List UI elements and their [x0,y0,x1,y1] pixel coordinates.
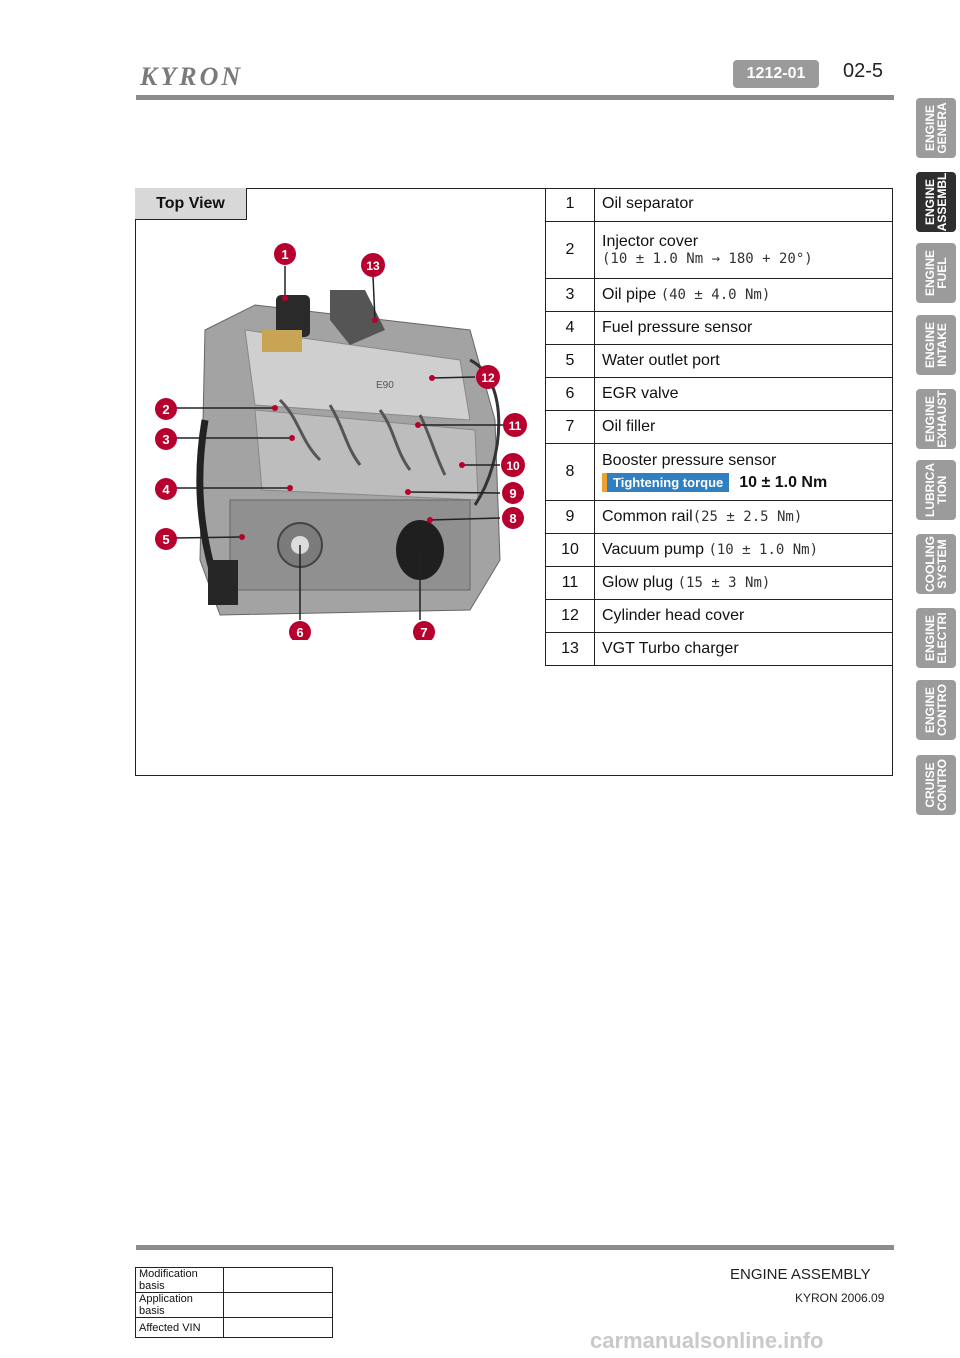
tab-engine-assembly[interactable]: ENGINE ASSEMBL [916,172,956,232]
engine-marking: E90 [376,380,394,391]
mod-value [224,1268,333,1293]
footer-divider [136,1245,894,1250]
callout-badge [155,398,177,420]
table-row [546,278,894,311]
header-divider [136,95,894,100]
part-name: Cylinder head cover [595,599,894,632]
part-number: 3 [546,278,595,311]
part-number: 8 [546,443,595,500]
modification-table [135,1267,333,1338]
svg-text:4: 4 [162,482,170,497]
part-number: 9 [546,500,595,533]
part-number: 1 [546,188,595,221]
callout-badge [155,428,177,450]
part-name: Fuel pressure sensor [595,311,894,344]
torque-spec: (40 ± 4.0 Nm) [660,286,771,303]
part-name: Oil filler [595,410,894,443]
tab-cooling-system[interactable]: COOLING SYSTEM [916,534,956,594]
callout-badge [289,621,311,640]
svg-text:9: 9 [509,486,517,501]
tab-cruise-control[interactable]: CRUISE CONTRO [916,755,956,815]
page-number: 02-5 [843,60,884,82]
brand-logo: KYRON [140,62,244,91]
part-number: 11 [546,566,595,599]
parts-table [545,188,893,666]
mod-value [224,1293,333,1318]
section-code-badge: 1212-01 [733,60,819,88]
part-number: 12 [546,599,595,632]
part-name: Glow plug [602,573,674,591]
part-name: VGT Turbo charger [595,632,894,665]
svg-text:2: 2 [162,402,170,417]
callout-badge [501,453,525,477]
table-row [546,311,894,344]
svg-text:6: 6 [296,625,304,640]
mod-label: Application basis [136,1293,224,1318]
engine-top-view-figure [150,240,540,640]
part-name: Water outlet port [595,344,894,377]
part-name: Booster pressure sensor [602,451,777,469]
part-name: Oil pipe [602,285,657,303]
part-name: Injector cover [602,232,699,250]
callout-badge [502,507,524,529]
torque-spec: (10 ± 1.0 Nm → 180 + 20°) [602,250,813,267]
callout-badge [155,528,177,550]
callout-badge [361,253,385,277]
part-number: 5 [546,344,595,377]
tab-engine-exhaust[interactable]: ENGINE EXHAUST [916,389,956,449]
table-row [546,344,894,377]
table-row [546,443,894,500]
footer-model-date: KYRON 2006.09 [795,1291,885,1305]
tightening-torque-badge: Tightening torque [602,473,729,492]
callout-badge [274,243,296,265]
mod-label: Affected VIN [136,1318,224,1338]
table-row [546,221,894,278]
watermark: carmanualsonline.info [590,1328,824,1353]
svg-text:11: 11 [508,419,522,433]
torque-spec: (25 ± 2.5 Nm) [692,508,803,525]
tab-engine-electrical[interactable]: ENGINE ELECTRI [916,608,956,668]
tab-lubrication[interactable]: LUBRICA TION [916,460,956,520]
table-row [546,533,894,566]
part-number: 2 [546,221,595,278]
table-row [136,1293,333,1318]
callout-badge [503,413,527,437]
table-row [136,1318,333,1338]
svg-text:3: 3 [162,432,170,447]
tab-engine-general[interactable]: ENGINE GENERA [916,98,956,158]
callout-badge [413,621,435,640]
callout-badge [502,482,524,504]
mod-label: Modification basis [136,1268,224,1293]
table-row [546,566,894,599]
torque-value: 10 ± 1.0 Nm [739,473,828,491]
part-number: 6 [546,377,595,410]
part-name: Oil separator [595,188,894,221]
table-row [546,632,894,665]
footer-section-title: ENGINE ASSEMBLY [730,1266,871,1283]
tab-engine-control[interactable]: ENGINE CONTRO [916,680,956,740]
torque-spec: (15 ± 3 Nm) [677,574,771,591]
svg-text:13: 13 [366,259,380,273]
part-number: 4 [546,311,595,344]
part-number: 10 [546,533,595,566]
part-name: Vacuum pump [602,540,704,558]
part-number: 7 [546,410,595,443]
callout-badge [476,365,500,389]
table-row [546,377,894,410]
callout-badge [155,478,177,500]
svg-text:8: 8 [509,511,517,526]
table-row [546,599,894,632]
tab-engine-fuel[interactable]: ENGINE FUEL [916,243,956,303]
svg-text:7: 7 [420,625,428,640]
table-row [546,410,894,443]
svg-text:1: 1 [281,247,289,262]
part-number: 13 [546,632,595,665]
table-row [136,1268,333,1293]
torque-spec: (10 ± 1.0 Nm) [708,541,819,558]
svg-text:10: 10 [506,459,520,473]
table-row [546,188,894,221]
svg-text:12: 12 [481,371,495,385]
part-name: EGR valve [595,377,894,410]
mod-value [224,1318,333,1338]
figure-title: Top View [135,188,247,220]
tab-engine-intake[interactable]: ENGINE INTAKE [916,315,956,375]
svg-text:5: 5 [162,532,170,547]
part-name: Common rail [602,507,693,525]
table-row [546,500,894,533]
